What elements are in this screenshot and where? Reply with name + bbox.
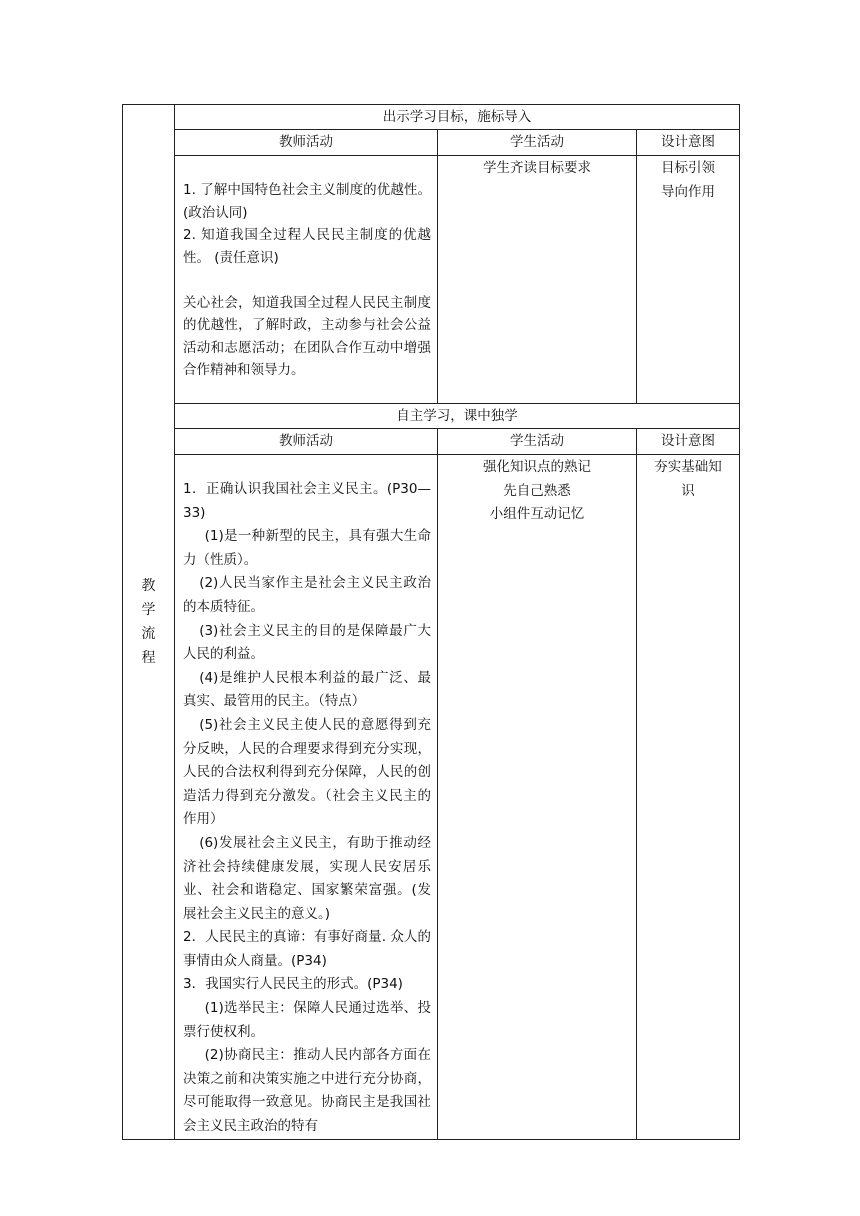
design-intent: 导向作用 — [661, 183, 715, 200]
side-char: 教 — [141, 577, 156, 594]
side-label-cell — [123, 105, 175, 1140]
section1-col-student: 学生活动 — [438, 130, 637, 156]
point-1-4: (4)是维护人民根本利益的最广泛、最真实、最管用的民主。（特点） — [183, 669, 431, 710]
side-char: 流 — [141, 625, 156, 642]
objective-1: 1. 了解中国特色社会主义制度的优越性。(政治认同) — [183, 182, 431, 221]
student-activity: 小组件互动记忆 — [489, 506, 585, 522]
section2-title: 自主学习，课中独学 — [175, 404, 740, 429]
point-3-1: (1)选举民主：保障人民通过选举、投票行使权利。 — [183, 1000, 431, 1040]
objective-2: 2. 知道我国全过程人民民主制度的优越性。 (责任意识) — [183, 227, 431, 266]
section2-col-teacher: 教师活动 — [175, 429, 438, 455]
lesson-table — [122, 104, 740, 1140]
section2-teacher-cell — [175, 455, 438, 1140]
point-3: 3．我国实行人民民主的形式。(P34) — [183, 976, 403, 993]
section2-design-cell — [637, 455, 740, 1140]
design-intent: 目标引领 — [661, 160, 715, 176]
design-intent: 识 — [681, 482, 695, 499]
section1-title: 出示学习目标，施标导入 — [175, 105, 740, 130]
point-1-1: (1)是一种新型的民主，具有强大生命力（性质）。 — [183, 528, 431, 568]
section1-design-cell — [637, 156, 740, 404]
objective-3: 关心社会，知道我国全过程人民民主制度的优越性，了解时政，主动参与社会公益活动和志愿活动；在团队合作互动中增强合作精神和领导力。 — [183, 294, 431, 378]
section1-teacher-cell — [175, 156, 438, 404]
point-1-5: (5)社会主义民主使人民的意愿得到充分反映，人民的合理要求得到充分实现，人民的合法权利得到充分保障，人民的创造活力得到充分激发。（社会主义民主的作用） — [183, 716, 431, 828]
point-1-6: (6)发展社会主义民主，有助于推动经济社会持续健康发展，实现人民安居乐业、社会和谐稳定、国家繁荣富强。(发展社会主义民主的意义。) — [183, 834, 431, 922]
section2-col-design: 设计意图 — [637, 429, 740, 455]
point-1: 1．正确认识我国社会主义民主。(P30—33) — [183, 481, 431, 521]
section1-col-teacher: 教师活动 — [175, 130, 438, 156]
student-activity: 强化知识点的熟记 — [483, 459, 591, 475]
point-3-2: (2)协商民主：推动人民内部各方面在决策之前和决策实施之中进行充分协商，尽可能取得一致意见。协商民主是我国社会主义民主政治的特有 — [183, 1047, 431, 1135]
section2-col-student: 学生活动 — [438, 429, 637, 455]
student-activity: 学生齐读目标要求 — [483, 160, 591, 176]
side-char: 学 — [141, 601, 156, 618]
student-activity: 先自己熟悉 — [503, 482, 571, 499]
point-2: 2．人民民主的真谛：有事好商量. 众人的事情由众人商量。(P34) — [183, 929, 431, 969]
point-1-2: (2)人民当家作主是社会主义民主政治的本质特征。 — [183, 575, 431, 615]
side-char: 程 — [141, 649, 156, 666]
section2-student-cell — [438, 455, 637, 1140]
point-1-3: (3)社会主义民主的目的是保障最广大人民的利益。 — [183, 622, 431, 663]
section1-student-cell — [438, 156, 637, 404]
section1-col-design: 设计意图 — [637, 130, 740, 156]
design-intent: 夯实基础知 — [654, 459, 722, 475]
